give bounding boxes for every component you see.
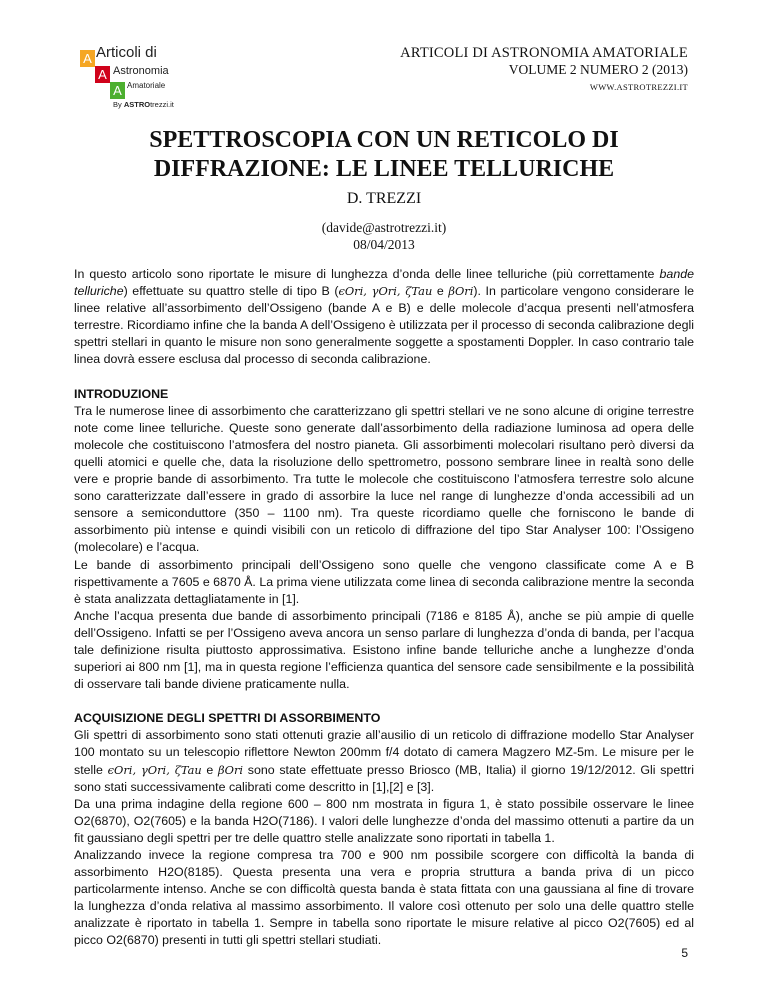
journal-website: WWW.ASTROTREZZI.IT xyxy=(589,82,688,92)
logo-byline: By ASTROtrezzi.it xyxy=(113,100,174,109)
author-name: D. TREZZI xyxy=(346,190,422,207)
abstract-paragraph: In questo articolo sono riportate le misure di lunghezza d’onda delle linee telluriche (più correttamente bande telluriche) effettuate su quattro stelle di tipo B (ϵOri, γOri, ζTau e βOri). In particolare vengono considerare le linee relative all’assorbimento dell’Ossigeno (bande A e B) e delle molecole d’acqua presenti nell’atmosfera terrestre. Ricordiamo infine che la banda A dell’Ossigeno è utilizzata per il processo di seconda calibrazione degli spettri stellari in quanto le misure non sono generalmente soggette a spostamenti Doppler. In caso contrario tale linea dovrà essere esclusa dal processo di seconda calibrazione. xyxy=(74,267,694,367)
acq-paragraph-3: Analizzando invece la regione compresa tra 700 e 900 nm possibile scorgere con difficoltà la banda di assorbimento H2O(8185). Questa presenta una vera e propria struttura a banda priva di un picco particolarmente intenso. Anche se con difficoltà questa banda è stata fittata con una gaussiana al fine di trovare la lunghezza d’onda relativa al massimo assorbimento. Il valore così ottenuto per solo una delle quattro stelle analizzate è riportato in tabella 1. Sempre in tabella sono riportate le misure relative al picco O2(7605) ed al picco O2(6870) presenti in tutti gli spettri stellari studiati. xyxy=(74,848,694,948)
title-line-2: DIFFRAZIONE: LE LINEE TELLURICHE xyxy=(153,156,615,182)
journal-name: ARTICOLI DI ASTRONOMIA AMATORIALE xyxy=(400,45,688,61)
logo-square-orange: A xyxy=(80,50,95,67)
logo-line-3: Amatoriale xyxy=(127,81,166,90)
logo-line-2: Astronomia xyxy=(113,65,169,77)
journal-volume: VOLUME 2 NUMERO 2 (2013) xyxy=(508,62,688,77)
intro-paragraph-1: Tra le numerose linee di assorbimento che caratterizzano gli spettri stellari ve ne sono alcune di origine terrestre note come linee telluriche. Queste sono generate dall’assorbimento della radiazione luminosa ad opera delle molecole che costituiscono l’atmosfera del nostro pianeta. Gli assorbimenti molecolari risultano però diversi da quelli atomici e quelle che, data la risoluzione dello spettrometro, possono sembrare linee in realtà sono delle vere e proprie bande di assorbimento. Tra tutte le molecole che costituiscono l’atmosfera terrestre solo alcune sono caratterizzate dall’essere in grado di assorbire la luce nel range di lunghezze d’onda accessibili ad un sensore a semiconduttore (350 – 1100 nm). Tra queste ricordiamo quelle che forniscono le bande di assorbimento più intense e quindi visibili con un reticolo di diffrazione del tipo Star Analyser 100: l’Ossigeno (molecolare) e l’acqua. xyxy=(74,403,694,555)
section-heading-acquisition: ACQUISIZIONE DEGLI SPETTRI DI ASSORBIMENTO xyxy=(74,711,381,726)
author-email: (davide@astrotrezzi.it) xyxy=(321,220,447,235)
acq-paragraph-2: Da una prima indagine della regione 600 – 800 nm mostrata in figura 1, è stato possibile osservare le linee O2(6870), O2(7605) e la banda H2O(7186). I valori delle lunghezze d’onda del massimo ottenuti a partire da un fit gaussiano degli spettri per tre delle quattro stelle analizzate sono riportati in tabella 1. xyxy=(74,796,694,845)
page-number: 5 xyxy=(681,946,688,960)
section-heading-intro: INTRODUZIONE xyxy=(74,386,169,401)
acq-paragraph-1: Gli spettri di assorbimento sono stati ottenuti grazie all’ausilio di un reticolo di diffrazione modello Star Analyser 100 montato su un telescopio riflettore Newton 200mm f/4 dotato di camera Magzero MZ-5m. Le misure per le stelle ϵOri, γOri, ζTau e βOri sono state effettuate presso Briosco (MB, Italia) il giorno 19/12/2012. Gli spettri sono stati successivamente calibrati come descritto in [1],[2] e [3]. xyxy=(74,728,694,794)
logo-line-1: Articoli di xyxy=(96,44,157,61)
article-date: 08/04/2013 xyxy=(353,237,415,252)
logo-square-green: A xyxy=(110,82,125,99)
article-body xyxy=(74,266,694,950)
intro-paragraph-3: Anche l’acqua presenta due bande di assorbimento principali (7186 e 8185 Å), anche se più ampie di quelle dell’Ossigeno. Infatti se per l’Ossigeno aveva ancora un senso parlare di lunghezza d’onda di banda, per l’acqua tale definizione risulta piuttosto approssimativa. Esistono infine bande telluriche anche a lunghezze d’onda superiori ai 800 nm [1], ma in questa regione l’efficienza quantica del sensore cade sensibilmente e la possibilità di osservare tali bande diviene praticamente nulla. xyxy=(74,608,694,692)
journal-logo xyxy=(80,44,210,110)
logo-square-red: A xyxy=(95,66,110,83)
intro-paragraph-2: Le bande di assorbimento principali dell’Ossigeno sono quelle che vengono classificate come A e B rispettivamente a 7605 e 6870 Å. La prima viene utilizzata come linea di seconda calibrazione mentre la seconda è stata analizzata dettagliatamente in [1]. xyxy=(74,557,694,606)
title-line-1: SPETTROSCOPIA CON UN RETICOLO DI xyxy=(149,127,619,153)
article-title xyxy=(60,126,708,184)
